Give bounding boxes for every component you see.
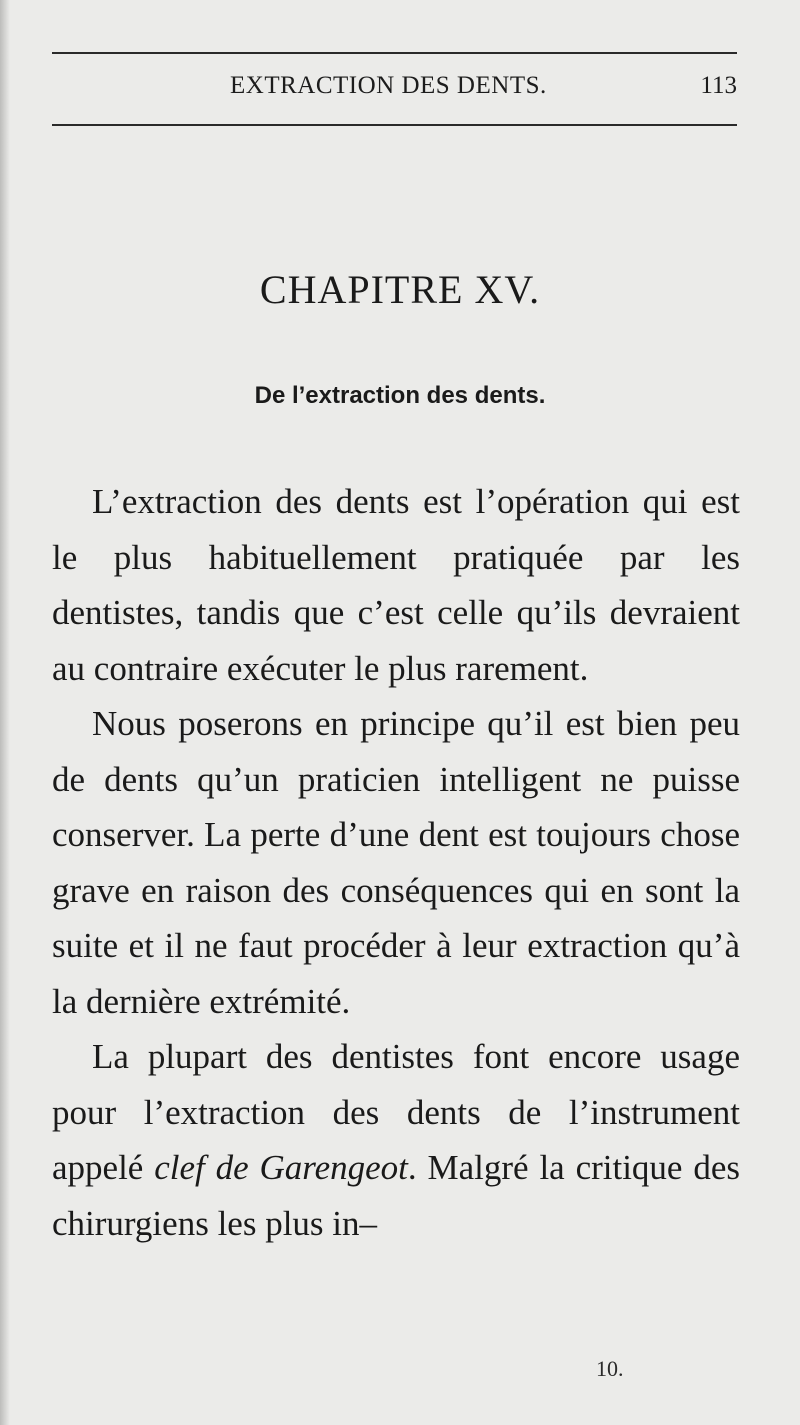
paragraph-3-start: La plupart des dentistes font encore usage pour l’extraction des dents de l’instrument appelé: [52, 1037, 740, 1187]
header-rule-top: [52, 52, 737, 54]
paragraph-1: L’extraction des dents est l’opération qui est le plus habituellement pratiquée par les dentistes, tandis que c’est celle qu’ils devraient au contraire exécuter le plus rarement.: [52, 482, 740, 688]
paragraph-3: [52, 1029, 740, 1251]
paragraph-3-end: . Malgré la critique des chirurgiens les plus in–: [52, 1148, 740, 1243]
instrument-name: clef de Garengeot: [154, 1148, 408, 1187]
paragraph-2: Nous poserons en principe qu’il est bien peu de dents qu’un praticien intelligent ne puisse conserver. La perte d’une dent est toujours chose grave en raison des conséquences qui en sont la suite et il ne faut procéder à leur extraction qu’à la dernière extrémité.: [52, 704, 740, 1021]
chapter-title: CHAPITRE XV.: [259, 267, 541, 312]
page-number: 113: [700, 72, 737, 99]
running-head: [52, 72, 737, 108]
header-rule-bottom: [52, 124, 737, 126]
page-gutter-shadow: [0, 0, 10, 1425]
chapter-subtitle: De l’extraction des dents.: [254, 382, 546, 409]
running-title: EXTRACTION DES DENTS.: [230, 72, 547, 99]
signature-mark: 10.: [596, 1356, 624, 1381]
body-text: [52, 474, 740, 1251]
